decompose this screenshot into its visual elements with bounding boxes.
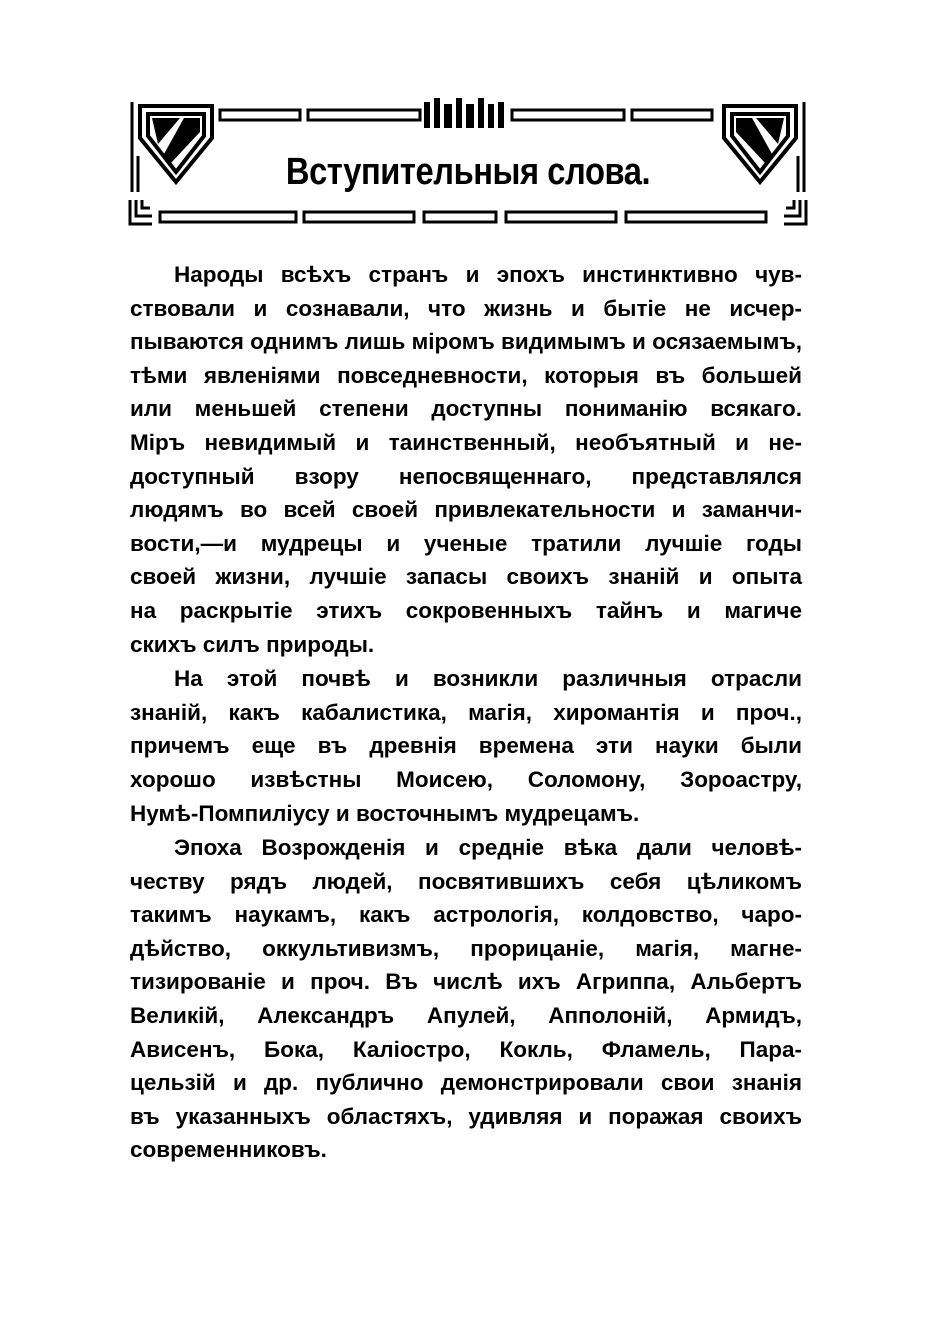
text-line: хорошо извѣстны Моисею, Соломону, Зороастру, — [130, 766, 802, 792]
text-line: скихъ силъ природы. — [130, 631, 375, 657]
text-line: цельзій и др. публично демонстрировали свои знанія — [130, 1070, 802, 1096]
text-line: на раскрытіе этихъ сокровенныхъ тайнъ и магиче — [130, 597, 802, 623]
body-text — [130, 258, 802, 1168]
text-line: Эпоха Возрожденія и средніе вѣка дали человѣ- — [174, 835, 802, 861]
text-line: тизированіе и проч. Въ числѣ ихъ Агриппа, Альбертъ — [130, 969, 802, 995]
paragraph-1 — [130, 258, 802, 661]
text-line: Великій, Александръ Апулей, Апполоній, Армидъ, — [130, 1003, 802, 1029]
text-line: тѣми явленіями повседневности, которыя въ большей — [130, 362, 802, 388]
text-line: ствовали и сознавали, что жизнь и бытіе не исчер- — [130, 295, 802, 321]
text-line: пываются однимъ лишь міромъ видимымъ и осязаемымъ, — [130, 329, 802, 355]
text-line: причемъ еще въ древнія времена эти науки были — [130, 733, 802, 759]
text-line: Народы всѣхъ странъ и эпохъ инстинктивно чув- — [174, 262, 802, 287]
paragraph-3 — [130, 831, 802, 1167]
text-line: Нумѣ-Помпиліусу и восточнымъ мудрецамъ. — [130, 800, 640, 826]
page-title: Вступительныя слова. — [285, 151, 651, 193]
text-line: своей жизни, лучшіе запасы своихъ знаній и опыта — [130, 564, 802, 590]
text-line: современниковъ. — [130, 1137, 327, 1163]
text-line: На этой почвѣ и возникли различныя отрасли — [174, 666, 802, 692]
paragraph-2 — [130, 662, 802, 830]
text-line: доступный взору непосвященнаго, представлялся — [130, 463, 802, 489]
header-ornament — [128, 96, 808, 236]
text-line: честву рядъ людей, посвятившихъ себя цѣликомъ — [130, 868, 802, 894]
text-line: такимъ наукамъ, какъ астрологія, колдовство, чаро- — [130, 902, 802, 928]
text-line: Ависенъ, Бока, Каліостро, Кокль, Фламель, Пара- — [130, 1036, 802, 1062]
text-line: дѣйство, оккультивизмъ, прорицаніе, магія, магне- — [130, 935, 802, 961]
text-line: или меньшей степени доступны пониманію всякаго. — [130, 396, 802, 422]
text-line: людямъ во всей своей привлекательности и заманчи- — [130, 497, 802, 523]
text-line: въ указанныхъ областяхъ, удивляя и поражая своихъ — [130, 1103, 802, 1129]
text-line: Міръ невидимый и таинственный, необъятный и не- — [130, 429, 802, 455]
text-line: знаній, какъ кабалистика, магія, хиромантія и проч., — [130, 699, 802, 725]
text-line: вости,—и мудрецы и ученые тратили лучшіе годы — [130, 530, 802, 556]
